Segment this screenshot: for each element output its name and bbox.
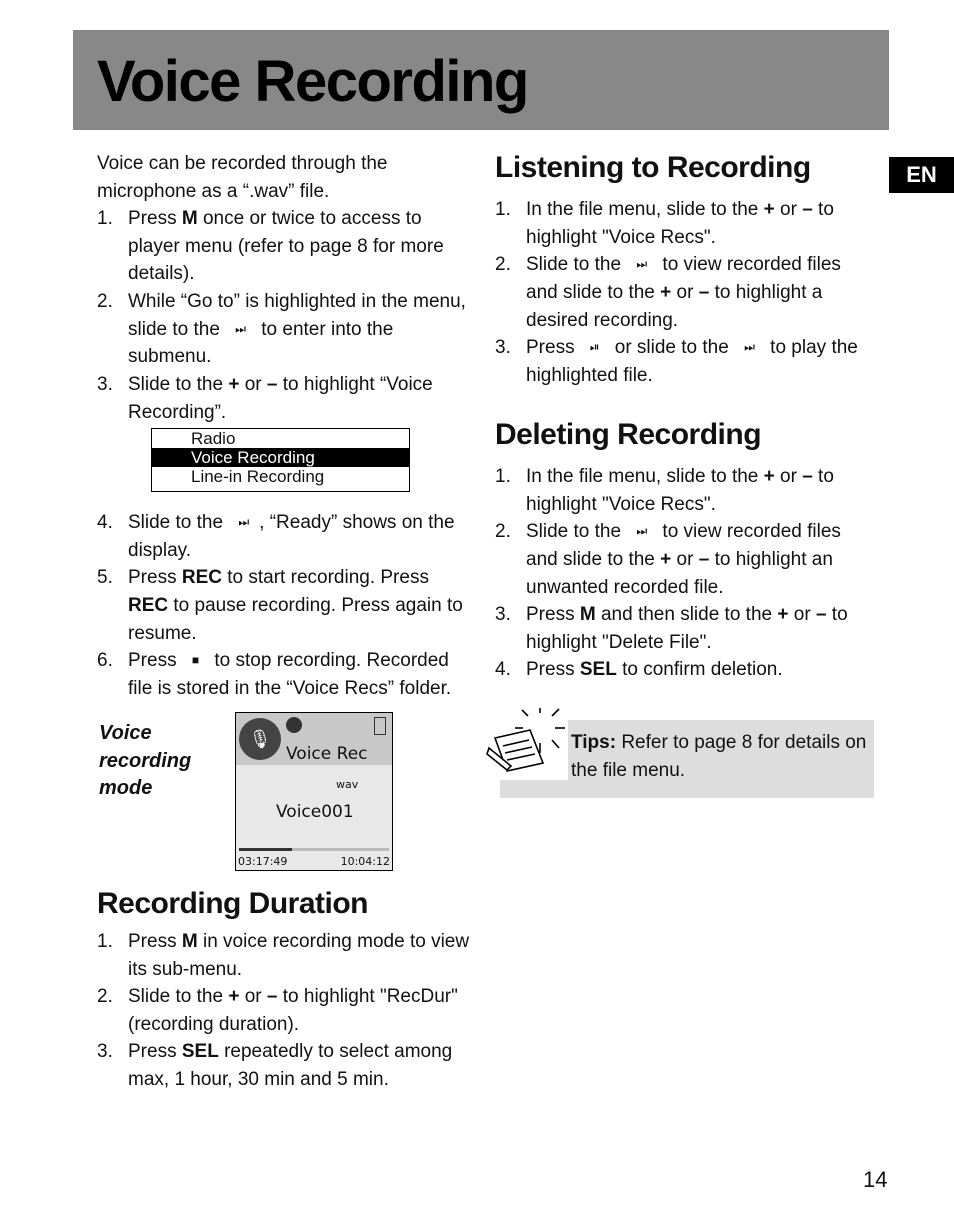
record-steps-list-2 (97, 509, 472, 703)
step-text: Press M and then slide to the + or – to highlight "Delete File". (526, 604, 848, 653)
progress-bar (239, 848, 389, 851)
list-item (97, 288, 472, 371)
step-text: Press M in voice recording mode to view its sub-menu. (128, 931, 470, 980)
step-number: 1. (97, 931, 113, 952)
menu-item-radio: Radio (191, 429, 236, 448)
screen-caption (99, 720, 191, 803)
next-track-icon: ⏭ (744, 340, 755, 355)
step-number: 4. (495, 659, 511, 681)
play-pause-icon: ⏯ (589, 340, 600, 355)
menu-illustration (151, 428, 410, 492)
step-text: Press M once or twice to access to player menu (refer to page 8 for more details). (128, 208, 444, 285)
step-text: Slide to the ⏭ to view recorded files and slide to the + or – to highlight a desired recording. (526, 251, 865, 334)
list-item (97, 928, 472, 983)
step-number: 1. (495, 466, 511, 487)
step-text: Press ⏯ or slide to the ⏭ to play the highlighted file. (526, 334, 865, 389)
list-item (495, 251, 865, 334)
step-number: 3. (495, 604, 511, 626)
menu-item-voice-recording: Voice Recording (152, 448, 409, 467)
delete-steps-list (495, 463, 865, 684)
step-text: Press REC to start recording. Press REC to pause recording. Press again to resume. (128, 567, 463, 644)
section-heading: Recording Duration (97, 887, 369, 920)
caption-line: Voice (99, 722, 152, 744)
progress-fill (239, 848, 292, 851)
step-number: 2. (495, 521, 511, 543)
duration-section (97, 886, 472, 1094)
next-track-icon: ⏭ (238, 515, 250, 530)
step-text: Press ■ to stop recording. Recorded file is stored in the “Voice Recs” folder. (128, 647, 472, 702)
next-track-icon: ⏭ (636, 257, 648, 272)
file-format: wav (336, 778, 359, 791)
menu-item-line-in-recording: Line-in Recording (191, 467, 325, 486)
screen-title: Voice Rec (286, 744, 368, 764)
next-track-icon: ⏭ (235, 321, 246, 336)
list-item (97, 564, 472, 647)
duration-steps-list (97, 928, 472, 1094)
step-number: 3. (97, 373, 113, 395)
microphone-icon: 🎙 (239, 718, 281, 760)
page-number: 14 (863, 1167, 888, 1192)
step-number: 5. (97, 567, 113, 589)
list-item (97, 983, 472, 1038)
step-text: Slide to the + or – to highlight “Voice Recording”. (128, 373, 433, 423)
battery-icon (374, 717, 386, 735)
intro-text: Voice can be recorded through the microphone as a “.wav” file. (97, 153, 388, 202)
list-item (97, 509, 472, 564)
tips-text (571, 729, 871, 784)
section-heading: Deleting Recording (495, 418, 762, 451)
list-item (495, 656, 865, 684)
total-time: 10:04:12 (340, 855, 390, 868)
list-item (495, 601, 865, 656)
listening-section (495, 150, 865, 390)
stop-icon: ■ (191, 653, 200, 668)
list-item (495, 334, 865, 389)
note-icon (485, 708, 568, 780)
list-item (97, 205, 472, 288)
step-text: In the file menu, slide to the + or – to highlight "Voice Recs". (526, 466, 834, 515)
list-item (495, 463, 865, 518)
step-text: In the file menu, slide to the + or – to highlight "Voice Recs". (526, 199, 834, 248)
record-steps-list (97, 205, 472, 426)
step-text: Slide to the ⏭ to view recorded files and slide to the + or – to highlight an unwanted recorded file. (526, 518, 865, 601)
step-number: 4. (97, 512, 113, 533)
left-column-continued (97, 509, 472, 703)
elapsed-time: 03:17:49 (238, 855, 288, 868)
step-text: Press SEL repeatedly to select among max, 1 hour, 30 min and 5 min. (128, 1041, 453, 1090)
list-item (495, 196, 865, 251)
next-track-icon: ⏭ (636, 524, 648, 539)
tips-body: Refer to page 8 for details on the file menu. (571, 732, 867, 781)
listen-steps-list (495, 196, 865, 390)
step-text: Slide to the + or – to highlight "RecDur" (recording duration). (128, 986, 458, 1035)
step-text: While “Go to” is highlighted in the menu, slide to the ⏭ to enter into the submenu. (128, 290, 466, 368)
step-number: 3. (97, 1041, 113, 1063)
list-item (97, 371, 472, 426)
page-title: Voice Recording (97, 49, 528, 114)
step-number: 1. (495, 199, 511, 220)
caption-line: recording (99, 749, 192, 772)
step-number: 2. (97, 290, 113, 312)
step-number: 2. (495, 254, 511, 276)
tips-label: Tips: (571, 732, 617, 753)
deleting-section (495, 417, 865, 684)
list-item (97, 647, 472, 702)
step-text: Slide to the ⏭ , “Ready” shows on the display. (128, 509, 472, 564)
language-tab: EN (889, 157, 954, 193)
device-screen (235, 712, 393, 871)
step-number: 2. (97, 986, 113, 1008)
tips-box (500, 720, 874, 798)
step-text: Press SEL to confirm deletion. (526, 659, 783, 681)
title-banner (73, 30, 889, 130)
left-column (97, 150, 472, 426)
caption-line: mode (99, 777, 153, 800)
step-number: 6. (97, 650, 113, 672)
step-number: 1. (97, 208, 113, 230)
record-indicator-icon (286, 717, 302, 733)
list-item (97, 1038, 472, 1093)
list-item (495, 518, 865, 601)
file-name: Voice001 (276, 802, 354, 822)
section-heading: Listening to Recording (495, 151, 811, 184)
step-number: 3. (495, 337, 511, 359)
